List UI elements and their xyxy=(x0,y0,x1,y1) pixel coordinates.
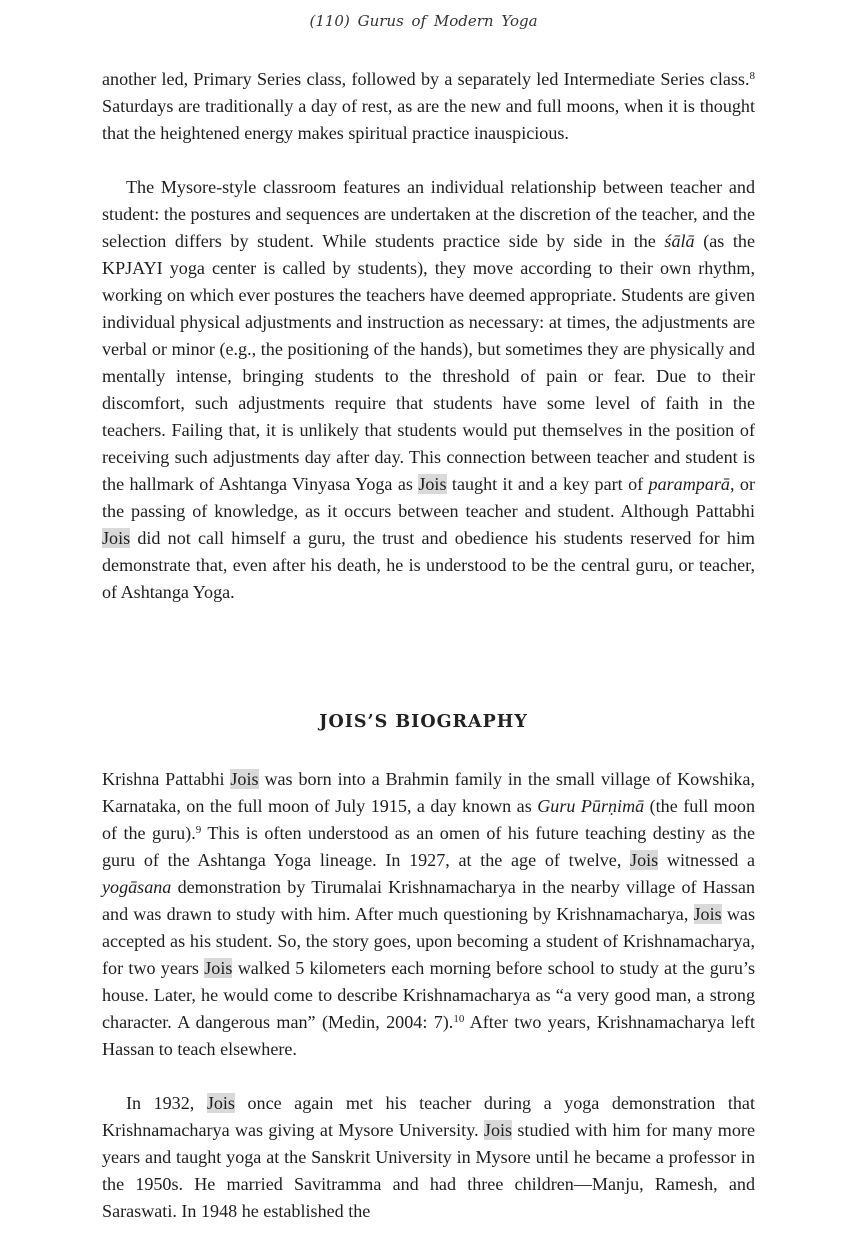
text-run: The Mysore-style classroom features an individual relationship between teacher and student: the postures and sequences are undertaken at the discretion of the teacher, and the selection differs by student. While students practice side by side in the xyxy=(102,177,755,251)
section-heading: JOIS’S BIOGRAPHY xyxy=(319,712,528,732)
text-run: studied with him for many more years and taught yoga at the Sanskrit University in Mysore until he became a professor in the 1950s. He married Savitramma and had three children—Manju, Ramesh, and Saraswati. In 1948 he established the xyxy=(102,1120,755,1221)
italic-term: paramparā xyxy=(648,474,730,494)
book-title: Gurus of Modern Yoga xyxy=(357,12,538,30)
text-run: After two years, Krishnamacharya left Hassan to teach elsewhere. xyxy=(102,1012,755,1059)
footnote-marker: 10 xyxy=(453,1013,465,1025)
text-run: walked 5 kilometers each morning before school to study at the guru’s house. Later, he would come to describe Krishnamacharya as “a very good man, a strong character. A dangerous man” (Medin, 2004: 7). xyxy=(102,958,755,1032)
text-run: was accepted as his student. So, the story goes, upon becoming a student of Krishnamacharya, for two years xyxy=(102,904,755,978)
search-highlight: Jois xyxy=(693,904,722,924)
search-highlight: Jois xyxy=(102,528,131,548)
text-run: once again met his teacher during a yoga demonstration that Krishnamacharya was giving at Mysore University. xyxy=(102,1093,755,1140)
footnote-marker: 9 xyxy=(195,824,202,836)
search-highlight: Jois xyxy=(230,769,259,789)
text-run: (as the KPJAYI yoga center is called by students), they move according to their own rhythm, working on which ever postures the teachers have deemed appropriate. Students are given individual physical adjustments and instruction as necessary: at times, the adjustments are verbal or minor (e.g., the positioning of the hands), but sometimes they are physically and mentally intense, bringing students to the threshold of pain or fear. Due to their discomfort, such adjustments require that students have some level of faith in the teachers. Failing that, it is unlikely that students would put themselves in the position of receiving such adjustments day after day. This connection between teacher and student is the hallmark of Ashtanga Vinyasa Yoga as xyxy=(102,231,755,494)
text-run: witnessed a xyxy=(658,850,755,870)
text-run: Krishna Pattabhi xyxy=(102,769,231,789)
italic-term: yogāsana xyxy=(102,877,172,897)
paragraph-3 xyxy=(102,766,755,1063)
text-run: was born into a Brahmin family in the small village of Kowshika, Karnataka, on the full moon of July 1915, a day known as xyxy=(102,769,755,816)
search-highlight: Jois xyxy=(418,474,447,494)
italic-term: Guru Pūrṇimā xyxy=(537,796,645,816)
text-run: In 1932, xyxy=(126,1093,207,1113)
search-highlight: Jois xyxy=(483,1120,513,1140)
text-run: another led, Primary Series class, followed by a separately led Intermediate Series class. xyxy=(102,69,750,89)
text-run: , or the passing of knowledge, as it occurs between teacher and student. Although Pattabhi xyxy=(102,474,755,521)
search-highlight: Jois xyxy=(630,850,659,870)
running-head xyxy=(0,12,847,30)
text-run: Saturdays are traditionally a day of rest, as are the new and full moons, when it is thought that the heightened energy makes spiritual practice inauspicious. xyxy=(102,96,755,143)
paragraph-4 xyxy=(102,1090,755,1225)
page-number: (110) xyxy=(309,12,350,30)
text-run: (the full moon of the guru). xyxy=(102,796,756,843)
text-run: did not call himself a guru, the trust and obedience his students reserved for him demonstrate that, even after his death, he is understood to be the central guru, or teacher, of Ashtanga Yoga. xyxy=(102,528,755,602)
text-run: taught it and a key part of xyxy=(446,474,649,494)
text-run: This is often understood as an omen of his future teaching destiny as the guru of the Ashtanga Yoga lineage. In 1927, at the age of twelve, xyxy=(102,823,755,870)
paragraph-2 xyxy=(102,174,755,606)
italic-term: śālā xyxy=(664,231,695,251)
footnote-marker: 8 xyxy=(749,70,755,82)
search-highlight: Jois xyxy=(204,958,233,978)
search-highlight: Jois xyxy=(206,1093,235,1113)
paragraph-1 xyxy=(102,66,755,147)
text-run: demonstration by Tirumalai Krishnamacharya in the nearby village of Hassan and was drawn to study with him. After much questioning by Krishnamacharya, xyxy=(102,877,755,924)
